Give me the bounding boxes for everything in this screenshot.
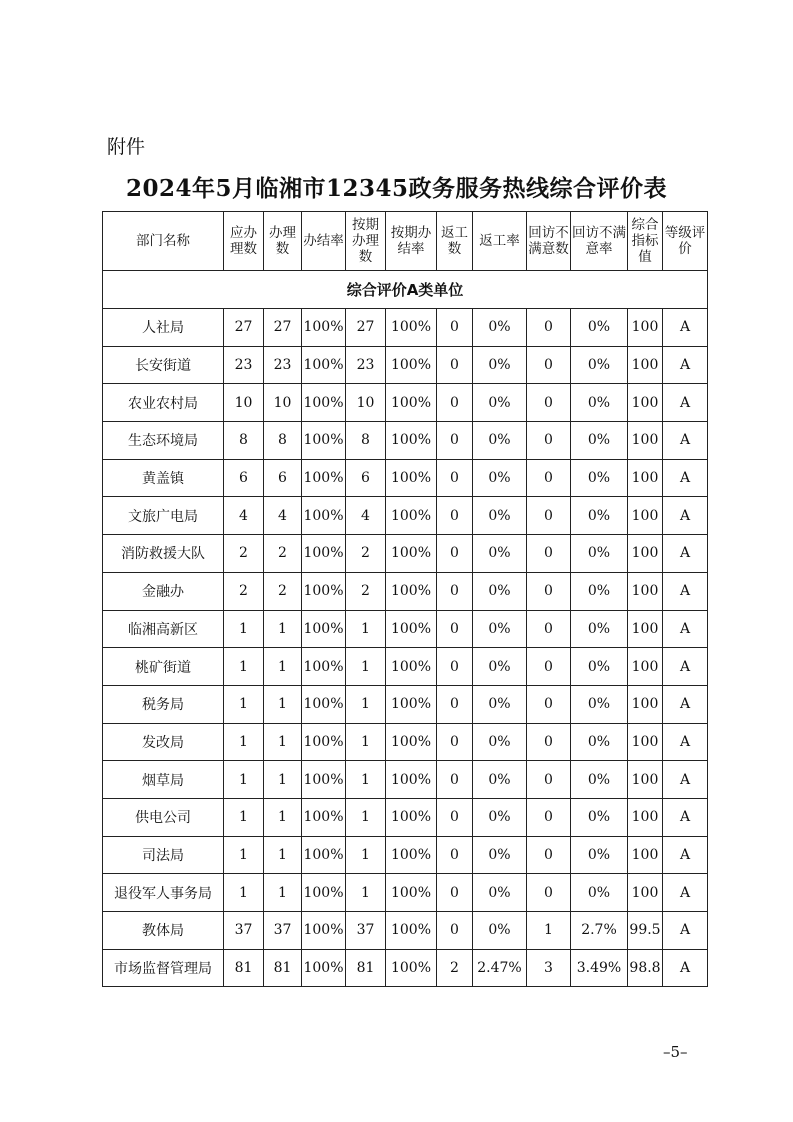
table-cell: 100% (302, 572, 346, 610)
table-row (103, 648, 708, 686)
table-cell: 100% (386, 459, 437, 497)
table-cell: 100% (302, 949, 346, 987)
table-cell: 0% (571, 422, 628, 460)
table-cell: 0 (527, 497, 571, 535)
table-cell: 0% (571, 610, 628, 648)
table-cell: 100% (386, 836, 437, 874)
table-cell: 0% (473, 346, 527, 384)
table-cell: 0% (473, 309, 527, 347)
table-cell: 0 (437, 723, 473, 761)
table-cell: A (663, 384, 708, 422)
table-cell: 100% (386, 422, 437, 460)
table-cell: 0% (571, 346, 628, 384)
table-cell: 0 (527, 685, 571, 723)
table-cell: 1 (346, 610, 386, 648)
table-cell: 1 (224, 723, 264, 761)
header-cell: 返工率 (473, 212, 527, 271)
table-cell: 100% (386, 648, 437, 686)
table-cell: 0 (437, 346, 473, 384)
document-title: 2024年5月临湘市12345政务服务热线综合评价表 (125, 175, 668, 202)
table-row (103, 723, 708, 761)
table-cell: 0% (473, 685, 527, 723)
table-cell: 100% (302, 685, 346, 723)
table-cell: 0 (527, 309, 571, 347)
table-cell: 0 (437, 459, 473, 497)
header-cell: 办结率 (302, 212, 346, 271)
table-cell: A (663, 949, 708, 987)
table-cell: 100 (628, 422, 663, 460)
table-cell: 4 (224, 497, 264, 535)
table-cell: 0 (437, 309, 473, 347)
table-cell: A (663, 572, 708, 610)
table-cell: 0% (473, 572, 527, 610)
department-name-cell: 桃矿街道 (103, 648, 224, 686)
department-name-cell: 黄盖镇 (103, 459, 224, 497)
table-cell: 100% (386, 384, 437, 422)
table-cell: 1 (346, 685, 386, 723)
table-cell: 100% (386, 572, 437, 610)
table-cell: A (663, 535, 708, 573)
table-cell: 0% (473, 497, 527, 535)
table-cell: 100 (628, 384, 663, 422)
table-cell: 81 (224, 949, 264, 987)
table-cell: 100% (302, 535, 346, 573)
table-cell: 0% (473, 648, 527, 686)
table-cell: 10 (224, 384, 264, 422)
table-cell: 100% (386, 761, 437, 799)
table-cell: A (663, 309, 708, 347)
table-row (103, 309, 708, 347)
table-cell: 1 (264, 761, 302, 799)
department-name-cell: 税务局 (103, 685, 224, 723)
table-cell: 0 (437, 384, 473, 422)
table-cell: 100 (628, 798, 663, 836)
table-cell: 1 (264, 723, 302, 761)
table-cell: 0% (473, 761, 527, 799)
table-cell: 2 (264, 572, 302, 610)
table-row (103, 384, 708, 422)
table-cell: 100% (302, 836, 346, 874)
table-cell: A (663, 874, 708, 912)
table-cell: 100 (628, 459, 663, 497)
department-name-cell: 农业农村局 (103, 384, 224, 422)
table-cell: 0% (571, 836, 628, 874)
department-name-cell: 烟草局 (103, 761, 224, 799)
table-cell: 100% (302, 761, 346, 799)
table-cell: 81 (264, 949, 302, 987)
table-row (103, 497, 708, 535)
table-cell: 0 (527, 422, 571, 460)
table-row (103, 912, 708, 950)
table-cell: 6 (224, 459, 264, 497)
table-cell: 100% (302, 874, 346, 912)
table-cell: 100% (386, 346, 437, 384)
table-cell: 0 (527, 384, 571, 422)
table-cell: 1 (264, 874, 302, 912)
table-cell: 0 (527, 648, 571, 686)
department-name-cell: 司法局 (103, 836, 224, 874)
table-row (103, 836, 708, 874)
table-cell: 37 (264, 912, 302, 950)
table-cell: 1 (346, 648, 386, 686)
table-cell: 23 (224, 346, 264, 384)
table-cell: 100% (302, 648, 346, 686)
table-cell: 1 (346, 836, 386, 874)
table-cell: 2.7% (571, 912, 628, 950)
page-number: –5– (663, 1043, 688, 1061)
table-cell: 100% (386, 535, 437, 573)
table-row (103, 535, 708, 573)
table-cell: 81 (346, 949, 386, 987)
table-cell: 0% (473, 422, 527, 460)
table-row (103, 422, 708, 460)
table-cell: 0% (571, 648, 628, 686)
table-cell: 0 (437, 497, 473, 535)
table-cell: 100% (302, 912, 346, 950)
table-row (103, 874, 708, 912)
table-cell: 0% (473, 912, 527, 950)
table-cell: 0% (473, 723, 527, 761)
table-row (103, 610, 708, 648)
table-cell: 0 (527, 836, 571, 874)
table-cell: 100% (302, 422, 346, 460)
table-cell: 0 (437, 912, 473, 950)
table-cell: 0 (527, 459, 571, 497)
table-cell: 100% (386, 798, 437, 836)
department-name-cell: 文旅广电局 (103, 497, 224, 535)
table-cell: 0% (473, 610, 527, 648)
table-cell: 1 (346, 761, 386, 799)
table-cell: 0 (437, 535, 473, 573)
table-cell: 100 (628, 309, 663, 347)
table-cell: 27 (264, 309, 302, 347)
table-cell: 0% (571, 761, 628, 799)
table-cell: 1 (264, 836, 302, 874)
table-cell: A (663, 912, 708, 950)
table-cell: 1 (264, 648, 302, 686)
table-cell: 0% (473, 459, 527, 497)
table-cell: 0% (571, 874, 628, 912)
table-cell: 100% (386, 949, 437, 987)
table-cell: 100 (628, 874, 663, 912)
table-cell: 1 (264, 798, 302, 836)
table-cell: 100 (628, 648, 663, 686)
table-cell: 100% (302, 798, 346, 836)
table-cell: 0% (571, 572, 628, 610)
table-cell: 100 (628, 497, 663, 535)
table-cell: 0% (473, 384, 527, 422)
table-cell: 1 (224, 610, 264, 648)
table-cell: 27 (224, 309, 264, 347)
table-cell: 1 (224, 836, 264, 874)
table-cell: 100% (302, 723, 346, 761)
table-cell: 8 (346, 422, 386, 460)
table-cell: 100 (628, 346, 663, 384)
table-cell: A (663, 422, 708, 460)
table-cell: 0% (571, 459, 628, 497)
table-cell: 100% (386, 685, 437, 723)
header-cell: 部门名称 (103, 212, 224, 271)
header-cell: 回访不满意率 (571, 212, 628, 271)
table-cell: 23 (264, 346, 302, 384)
table-cell: 100% (386, 610, 437, 648)
table-cell: 10 (264, 384, 302, 422)
table-cell: 6 (264, 459, 302, 497)
table-cell: 0 (437, 836, 473, 874)
table-cell: 27 (346, 309, 386, 347)
table-cell: 99.5 (628, 912, 663, 950)
table-cell: 0 (437, 798, 473, 836)
department-name-cell: 供电公司 (103, 798, 224, 836)
table-cell: 100% (302, 309, 346, 347)
header-cell: 办理数 (264, 212, 302, 271)
table-cell: 0 (527, 346, 571, 384)
table-cell: 10 (346, 384, 386, 422)
table-cell: 100% (302, 384, 346, 422)
department-name-cell: 教体局 (103, 912, 224, 950)
table-cell: 0 (527, 761, 571, 799)
table-cell: 98.8 (628, 949, 663, 987)
table-cell: A (663, 346, 708, 384)
table-cell: 1 (346, 723, 386, 761)
table-cell: 100 (628, 685, 663, 723)
table-cell: 0 (437, 610, 473, 648)
table-cell: A (663, 459, 708, 497)
table-cell: 100% (302, 610, 346, 648)
table-cell: 2 (437, 949, 473, 987)
table-cell: 0% (571, 384, 628, 422)
table-cell: 0% (571, 798, 628, 836)
table-row (103, 761, 708, 799)
table-cell: 100 (628, 572, 663, 610)
table-cell: 100 (628, 610, 663, 648)
table-cell: 6 (346, 459, 386, 497)
table-cell: 1 (346, 798, 386, 836)
department-name-cell: 消防救援大队 (103, 535, 224, 573)
table-cell: 100 (628, 535, 663, 573)
section-row (103, 271, 708, 309)
table-cell: 0% (571, 535, 628, 573)
header-cell: 按期办理数 (346, 212, 386, 271)
table-cell: 0 (527, 535, 571, 573)
attachment-label: 附件 (107, 136, 146, 158)
header-row (103, 212, 708, 271)
table-cell: 23 (346, 346, 386, 384)
table-cell: 1 (224, 761, 264, 799)
header-cell: 回访不满意数 (527, 212, 571, 271)
table-cell: 4 (264, 497, 302, 535)
table-cell: 2 (264, 535, 302, 573)
table-cell: A (663, 761, 708, 799)
department-name-cell: 发改局 (103, 723, 224, 761)
table-cell: 0 (437, 648, 473, 686)
table-cell: 100% (386, 723, 437, 761)
header-cell: 应办理数 (224, 212, 264, 271)
table-cell: 2 (224, 535, 264, 573)
table-cell: 2.47% (473, 949, 527, 987)
table-cell: 0 (527, 723, 571, 761)
table-cell: 8 (264, 422, 302, 460)
table-cell: A (663, 798, 708, 836)
table-row (103, 572, 708, 610)
table-cell: 100% (302, 459, 346, 497)
table-cell: 0% (571, 685, 628, 723)
department-name-cell: 生态环境局 (103, 422, 224, 460)
table-cell: 2 (346, 572, 386, 610)
table-cell: 0% (473, 836, 527, 874)
table-cell: 8 (224, 422, 264, 460)
table-cell: 100% (302, 346, 346, 384)
table-cell: 100% (302, 497, 346, 535)
table-cell: 1 (224, 648, 264, 686)
table-cell: A (663, 610, 708, 648)
table-cell: 0 (437, 685, 473, 723)
table-cell: 0 (437, 761, 473, 799)
table-cell: 0 (437, 874, 473, 912)
section-title: 综合评价A类单位 (103, 271, 708, 309)
table-row (103, 459, 708, 497)
table-row (103, 949, 708, 987)
table-cell: 0% (571, 723, 628, 761)
department-name-cell: 临湘高新区 (103, 610, 224, 648)
table-cell: 1 (264, 685, 302, 723)
table-cell: 0% (473, 874, 527, 912)
department-name-cell: 长安街道 (103, 346, 224, 384)
table-cell: 2 (224, 572, 264, 610)
table-row (103, 685, 708, 723)
table-cell: A (663, 685, 708, 723)
department-name-cell: 市场监督管理局 (103, 949, 224, 987)
table-cell: A (663, 723, 708, 761)
table-row (103, 798, 708, 836)
table-cell: 2 (346, 535, 386, 573)
table-cell: 100 (628, 836, 663, 874)
table-cell: 1 (224, 874, 264, 912)
table-cell: 100% (386, 309, 437, 347)
table-cell: 0% (571, 309, 628, 347)
table-cell: 0 (527, 610, 571, 648)
table-cell: 1 (527, 912, 571, 950)
table-cell: 0 (437, 572, 473, 610)
table-cell: 100 (628, 761, 663, 799)
table-cell: 4 (346, 497, 386, 535)
table-cell: A (663, 836, 708, 874)
table-cell: 0 (527, 572, 571, 610)
table-cell: 1 (224, 798, 264, 836)
table-cell: 0% (473, 535, 527, 573)
table-cell: 100% (386, 874, 437, 912)
table-cell: 0 (527, 874, 571, 912)
table-cell: 37 (224, 912, 264, 950)
table-cell: 0 (437, 422, 473, 460)
header-cell: 返工数 (437, 212, 473, 271)
table-cell: 0% (473, 798, 527, 836)
table-cell: 100 (628, 723, 663, 761)
header-cell: 按期办结率 (386, 212, 437, 271)
table-cell: 3 (527, 949, 571, 987)
department-name-cell: 人社局 (103, 309, 224, 347)
table-cell: A (663, 497, 708, 535)
table-row (103, 346, 708, 384)
table-cell: 100% (386, 497, 437, 535)
table-cell: 37 (346, 912, 386, 950)
department-name-cell: 退役军人事务局 (103, 874, 224, 912)
header-cell: 等级评价 (663, 212, 708, 271)
table-cell: 0 (527, 798, 571, 836)
department-name-cell: 金融办 (103, 572, 224, 610)
table-cell: 3.49% (571, 949, 628, 987)
header-cell: 综合指标值 (628, 212, 663, 271)
table-cell: 100% (386, 912, 437, 950)
table-cell: 1 (346, 874, 386, 912)
evaluation-table (102, 211, 708, 987)
table-cell: A (663, 648, 708, 686)
table-cell: 0% (571, 497, 628, 535)
table-cell: 1 (264, 610, 302, 648)
table-cell: 1 (224, 685, 264, 723)
